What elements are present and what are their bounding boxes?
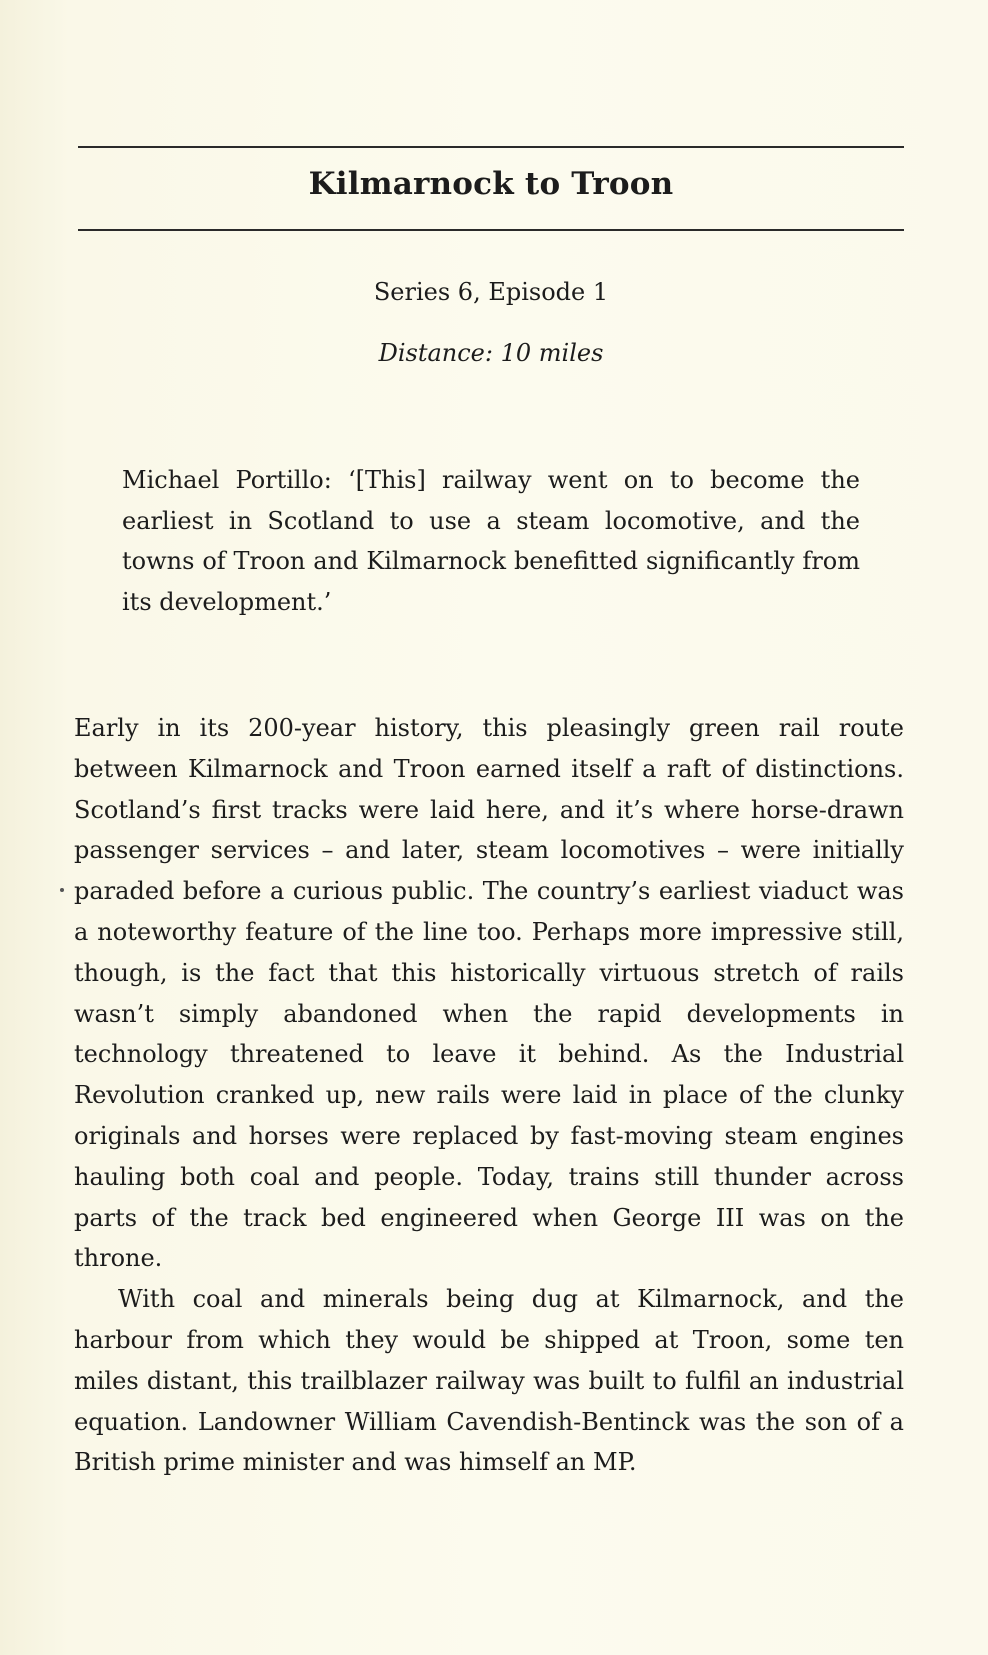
- epigraph-quote: Michael Portillo: ‘[This] railway went on to become the earliest in Scotland to use a steam locomotive, and the towns of Troon and Kilmarnock benefitted significantly from its development.’: [122, 466, 860, 616]
- chapter-title: Kilmarnock to Troon: [308, 166, 674, 202]
- episode-label: Series 6, Episode 1: [373, 278, 609, 306]
- body-paragraph-1: Early in its 200-year history, this pleasingly green rail route between Kilmarnock and Troon earned itself a raft of distinctions. Scotland’s first tracks were laid here, and it’s where horse-drawn passenger services – and later, steam locomotives – were initially paraded before a curious public. The country’s earliest viaduct was a noteworthy feature of the line too. Perhaps more impressive still, though, is the fact that this historically virtuous stretch of rails wasn’t simply abandoned when the rapid developments in technology threatened to leave it behind. As the Industrial Revolution cranked up, new rails were laid in place of the clunky originals and horses were replaced by fast-moving steam engines hauling both coal and people. Today, trains still thunder across parts of the track bed engineered when George III was on the throne.: [74, 714, 904, 1273]
- title-bottom-rule: [78, 229, 904, 231]
- distance-label: Distance: 10 miles: [378, 339, 604, 367]
- title-top-rule: [78, 146, 904, 148]
- body-paragraph-2: With coal and minerals being dug at Kilmarnock, and the harbour from which they would be shipped at Troon, some ten miles distant, this trailblazer railway was built to fulfil an industrial equation. Landowner William Cavendish-Bentinck was the son of a British prime minister and was himself an MP.: [74, 1285, 904, 1477]
- body-text: [74, 708, 904, 1483]
- margin-mark: [60, 888, 64, 892]
